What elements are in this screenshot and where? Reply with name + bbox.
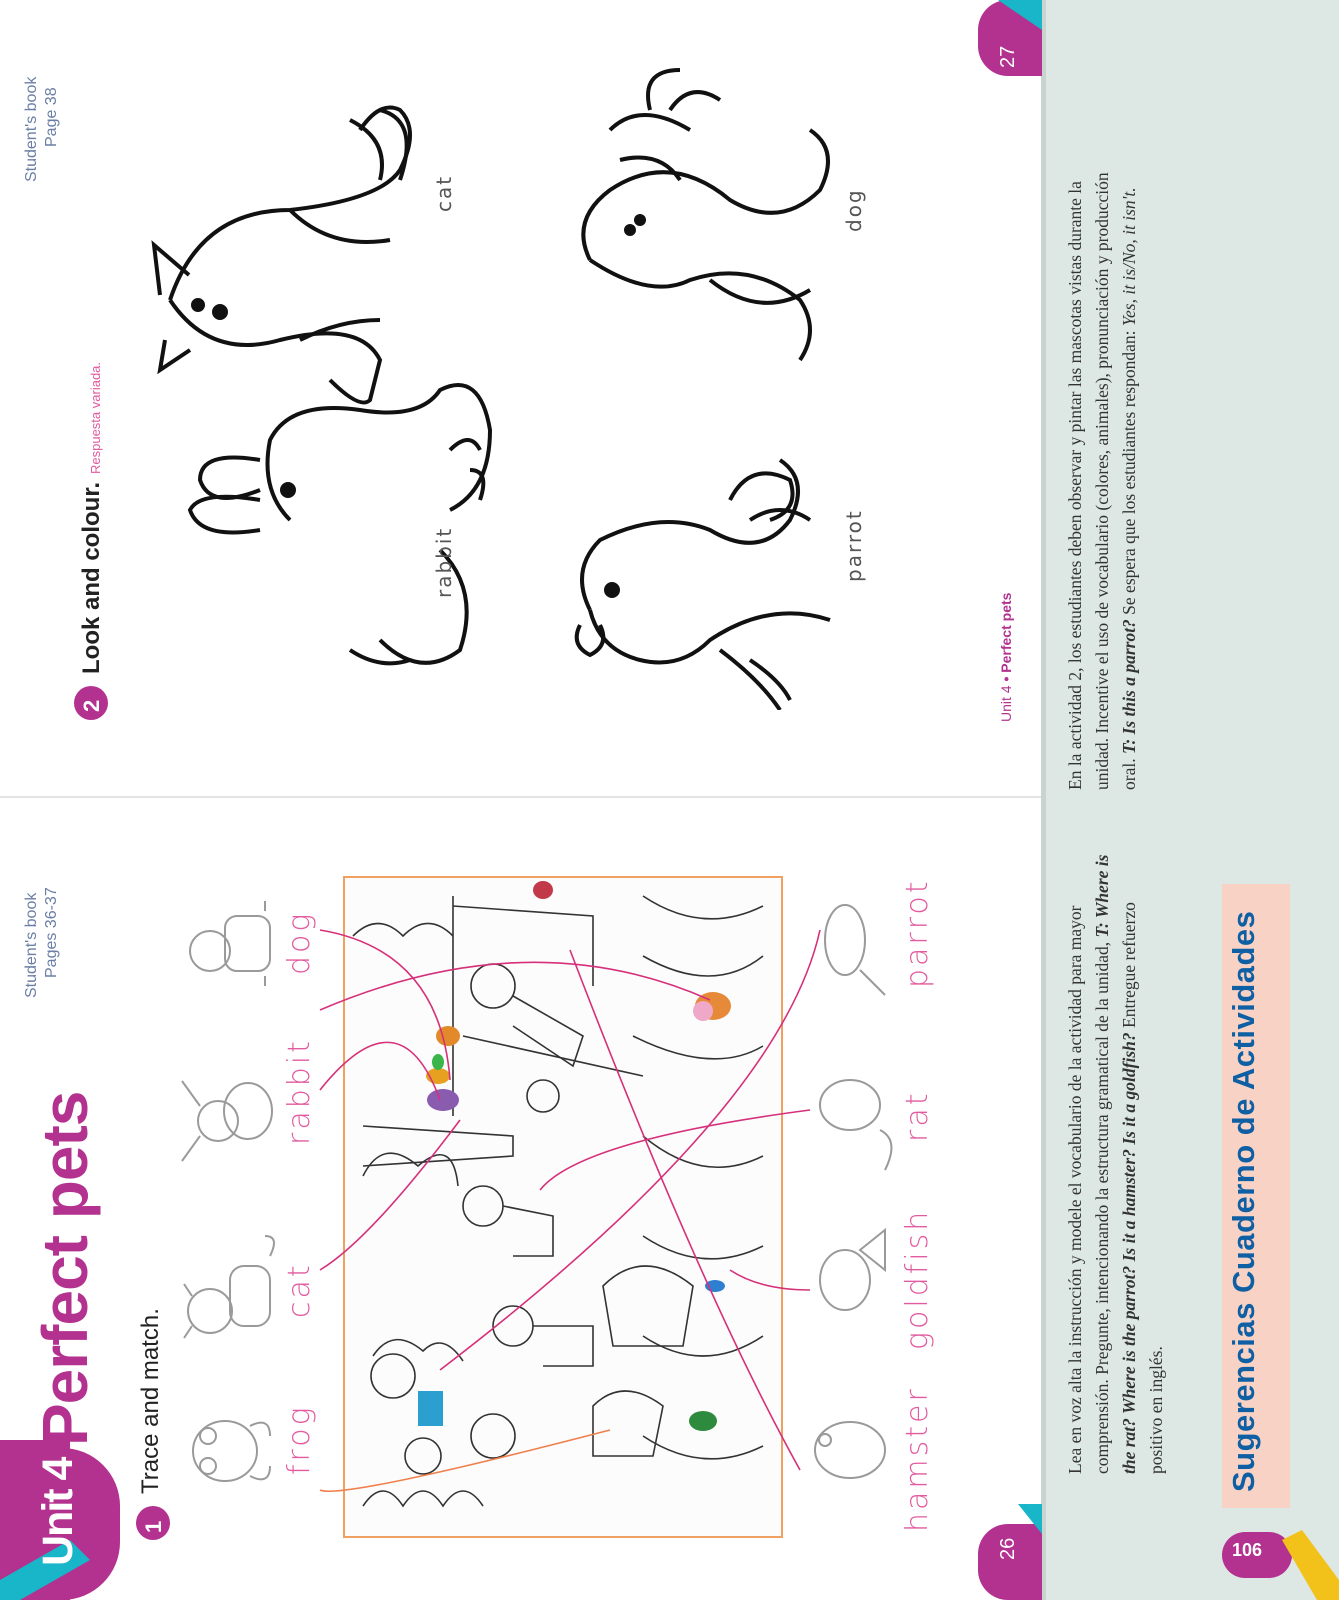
label-cat: cat [432, 174, 456, 212]
page-number-26: 26 [997, 1537, 1019, 1560]
dog-outline-icon [190, 901, 270, 986]
bottom-animal-outlines [800, 880, 900, 1500]
label-parrot: parrot [842, 509, 866, 582]
trace-word-frog: frog [282, 1404, 317, 1475]
trace-word-rat: rat [900, 1090, 935, 1142]
ref-line2-p38: Page 38 [43, 87, 60, 147]
rat-outline-icon [820, 1080, 891, 1170]
unit-label: Unit 4 [34, 1458, 82, 1566]
guide-heading: Sugerencias Cuaderno de Actividades [1226, 910, 1261, 1492]
guide-a2-italic: Yes, it is/No, it isn't. [1119, 187, 1139, 327]
rabbit-drawing-icon [190, 385, 490, 663]
activity1-number: 1 [141, 1520, 166, 1533]
guide-a2-bold: T: Is this a parrot? [1119, 619, 1139, 755]
guide-activity2-text [1062, 150, 1143, 790]
students-book-ref-p38 [22, 77, 62, 182]
guide-a2-part2: Se espera que los estudiantes respondan: [1119, 326, 1139, 620]
footer-bullet: • [998, 676, 1014, 682]
trace-word-parrot: parrot [900, 878, 935, 988]
ref-line1-p38: Student's book [23, 76, 40, 182]
trace-word-cat: cat [282, 1262, 317, 1318]
footer-unit: Unit [998, 697, 1014, 722]
parrot-outline-icon [825, 905, 885, 995]
students-book-ref [22, 887, 62, 998]
goldfish-outline-icon [820, 1230, 885, 1310]
activity2-note: Respuesta variada. [88, 361, 103, 474]
activity2-instruction: Look and colour. [78, 481, 105, 674]
ref-line1: Student's book [23, 892, 40, 998]
cat-outline-icon [184, 1236, 274, 1338]
page-footer [998, 593, 1014, 722]
label-rabbit: rabbit [432, 526, 456, 598]
rabbit-outline-icon [182, 1081, 272, 1161]
page-number-27: 27 [997, 45, 1019, 68]
guide-page-number: 106 [1232, 1540, 1263, 1560]
matching-lines [280, 870, 840, 1560]
top-animal-outlines [180, 896, 280, 1496]
parrot-drawing-icon [577, 460, 830, 710]
page-title: Perfect pets [29, 1091, 101, 1446]
footer-unit-name: Perfect pets [998, 592, 1014, 673]
ref-line2: Pages 36-37 [43, 887, 60, 978]
guide-a1-bold: T: Where is the rat? Where is the parrot? Is it a hamster? Is it a goldfish? [1092, 854, 1139, 1474]
activity2-number: 2 [79, 699, 104, 712]
guide-a2-part1: En la actividad 2, los estudiantes deben observar y pintar las mascotas vistas durante la unidad. Incentive el uso de vocabulario (colores, animales), pronunciación y producción oral. [1065, 172, 1139, 790]
guide-a1-part2: Entregue refuerzo positivo en inglés. [1119, 902, 1166, 1474]
hamster-outline-icon [815, 1422, 885, 1478]
frog-outline-icon [193, 1421, 270, 1481]
page-tab-27 [978, 0, 1042, 80]
trace-word-dog: dog [282, 910, 317, 975]
trace-word-rabbit: rabbit [282, 1038, 317, 1145]
activity1-instruction: Trace and match. [137, 1308, 164, 1494]
label-dog: dog [842, 188, 866, 232]
footer-unit-number: 4 [998, 685, 1014, 694]
trace-word-hamster: hamster [900, 1386, 935, 1532]
guide-a1-part1: Lea en voz alta la instrucción y modele el vocabulario de la actividad para mayor comprensión. Pregunte, intencionando la estructura gramatical de la unidad, [1065, 905, 1112, 1474]
trace-word-goldfish: goldfish [900, 1208, 935, 1350]
coloring-animals [150, 50, 840, 710]
guide-activity1-text [1062, 844, 1170, 1474]
cat-drawing-icon [154, 108, 410, 403]
dog-drawing-icon [583, 70, 828, 360]
page-split-line [0, 796, 1041, 798]
